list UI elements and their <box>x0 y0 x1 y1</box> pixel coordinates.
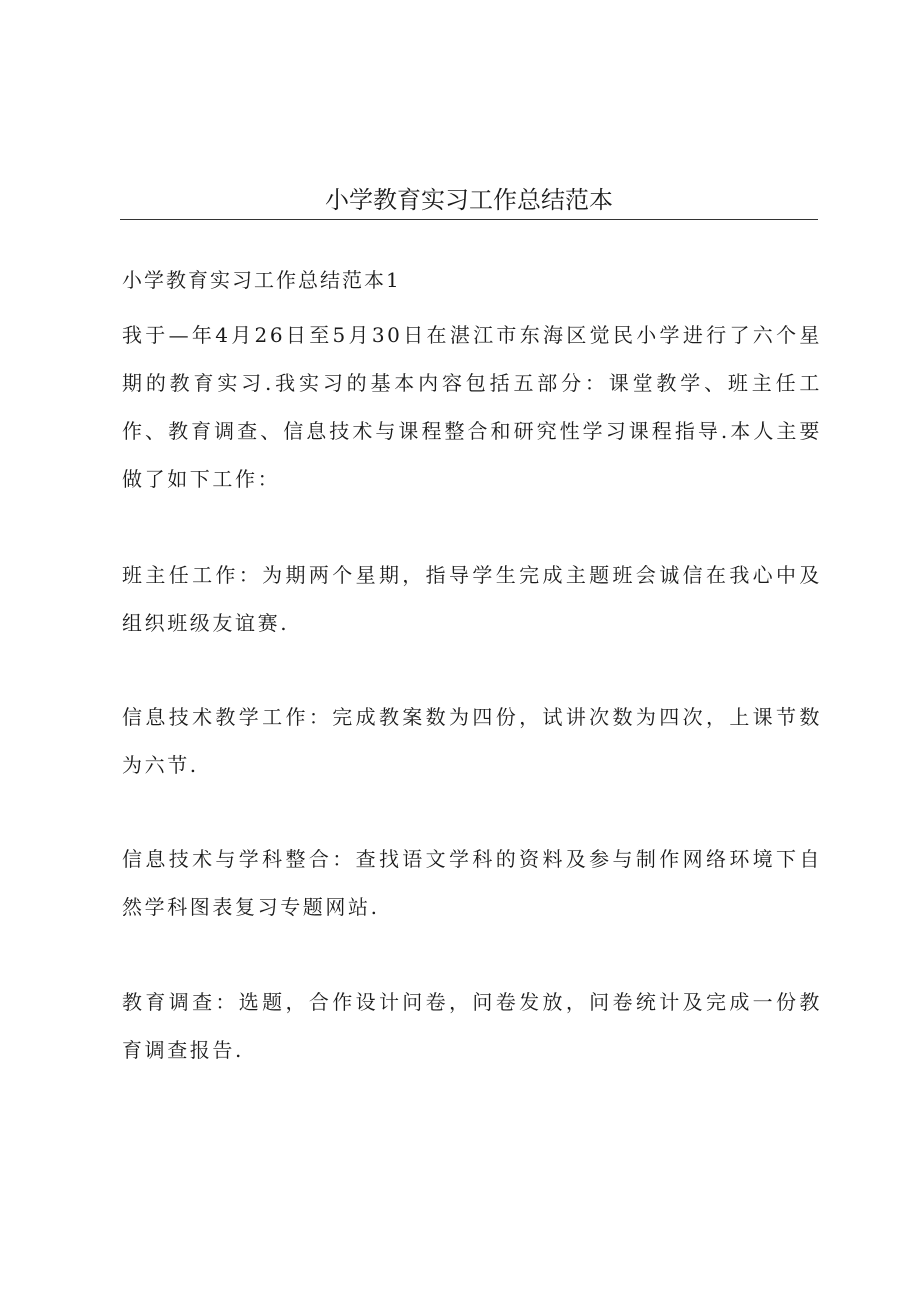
section-subtitle: 小学教育实习工作总结范本1 <box>122 268 401 292</box>
paragraph-education-survey: 教育调查：选题，合作设计问卷，问卷发放，问卷统计及完成一份教育调查报告. <box>122 990 822 1062</box>
paragraph-class-teacher: 班主任工作：为期两个星期，指导学生完成主题班会诚信在我心中及组织班级友谊赛. <box>122 563 822 635</box>
paragraph-intro: 我于—年4月26日至5月30日在湛江市东海区觉民小学进行了六个星期的教育实习.我实习的基本内容包括五部分：课堂教学、班主任工作、教育调查、信息技术与课程整合和研究性学习课程指导.本人主要做了如下工作： <box>122 323 822 491</box>
title-underline <box>120 219 818 220</box>
paragraph-it-teaching: 信息技术教学工作：完成教案数为四份，试讲次数为四次，上课节数为六节. <box>122 705 822 777</box>
document-title: 小学教育实习工作总结范本 <box>325 186 613 214</box>
paragraph-it-integration: 信息技术与学科整合：查找语文学科的资料及参与制作网络环境下自然学科图表复习专题网站. <box>122 847 822 919</box>
